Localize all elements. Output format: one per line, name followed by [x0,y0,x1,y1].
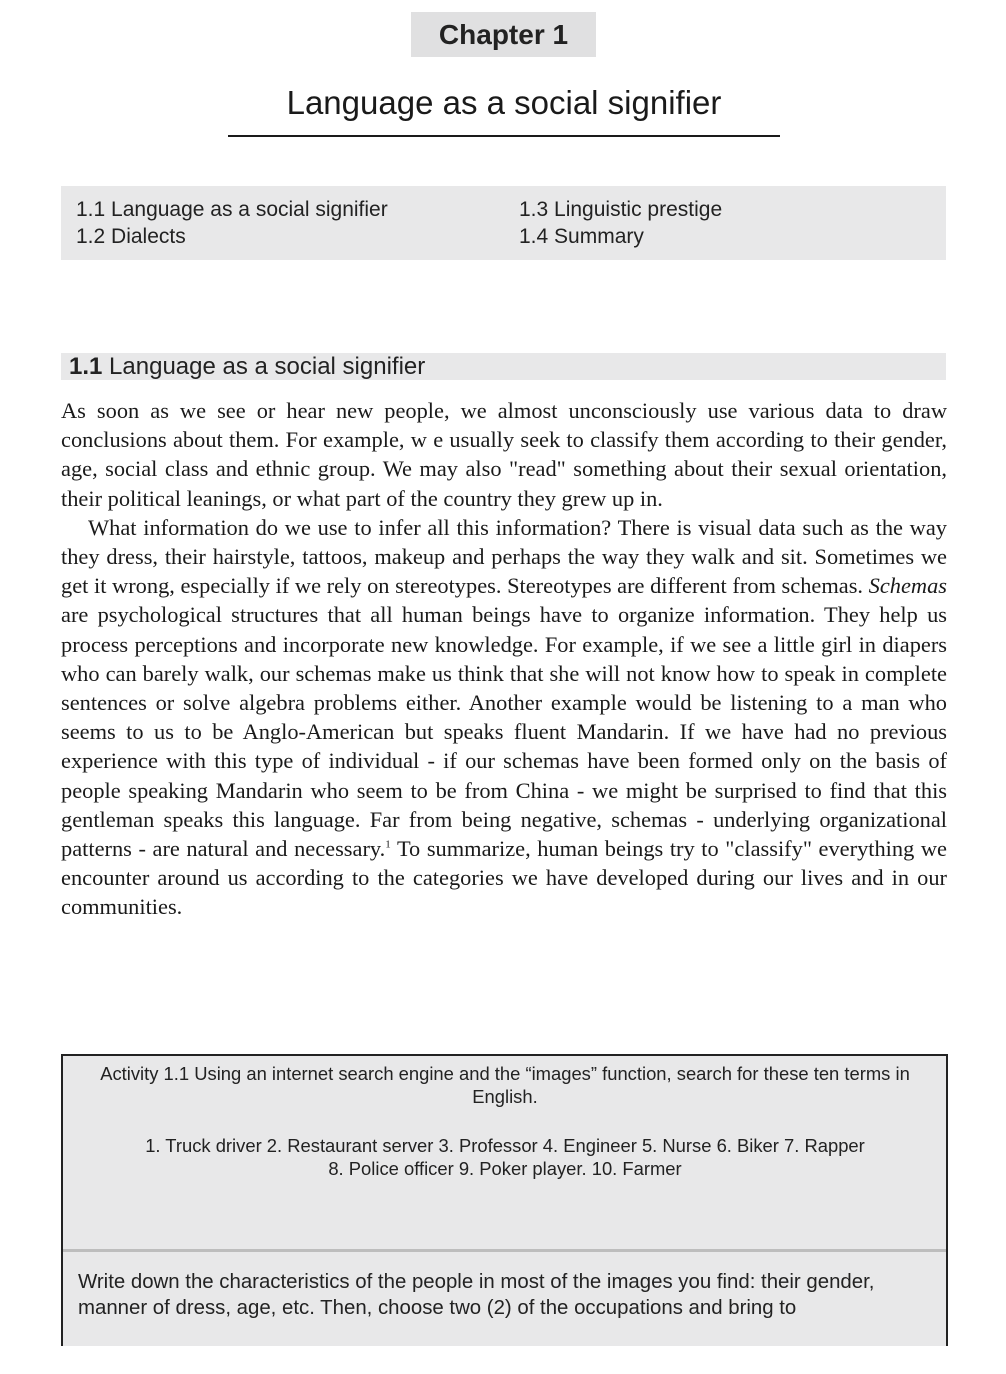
activity-box [61,1054,948,1346]
table-of-contents [61,186,946,260]
chapter-label-box [411,12,596,57]
toc-item-1-4[interactable]: 1.4 Summary [519,225,644,248]
toc-item-1-1[interactable]: 1.1 Language as a social signifier [76,198,388,221]
section-number: 1.1 [69,353,103,380]
toc-item-1-3[interactable]: 1.3 Linguistic prestige [519,198,723,221]
activity-intro: Activity 1.1 Using an internet search engine and the “images” function, search for these ten terms in English. [100,1063,910,1107]
body-text [61,396,947,922]
chapter-label: Chapter 1 [438,18,569,50]
activity-divider [63,1249,946,1252]
toc-item-1-2[interactable]: 1.2 Dialects [76,225,186,248]
paragraph-2-start: What information do we use to infer all this information? There is visual data such as the way they dress, their hairstyle, tattoos, makeup and perhaps the way they walk and sit. Sometimes we get it wrong, especially if we rely on stereotypes. Stereotypes are different from schemas. [61,514,947,599]
paragraph-1: As soon as we see or hear new people, we almost unconsciously use various data to draw conclusions about them. For example, w e usually seek to classify them according to their gender, age, social class and ethnic group. We may also "read" something about their sexual orientation, their political leanings, or what part of the country they grew up in. [61,398,947,511]
footnote-marker[interactable]: 1 [385,838,391,851]
section-title: Language as a social signifier [109,353,426,380]
activity-term-list [75,1134,935,1180]
activity-terms-line-2: 8. Police officer 9. Poker player. 10. Farmer [328,1158,682,1179]
title-underline [228,135,780,137]
activity-terms-line-1: 1. Truck driver 2. Restaurant server 3. Professor 4. Engineer 5. Nurse 6. Biker 7. Rapper [145,1135,865,1156]
section-heading [61,353,946,380]
schemas-term: Schemas [868,573,947,599]
chapter-title: Language as a social signifier [286,84,722,121]
activity-instructions: Write down the characteristics of the people in most of the images you find: their gender, manner of dress, age, etc. Then, choose two (2) of the occupations and bring to [78,1271,875,1319]
paragraph-2-end: To summarize, human beings try to "classify" everything we encounter around us according to the categories we have developed during our lives and in our communities. [61,836,947,920]
paragraph-2-middle: are psychological structures that all human beings have to organize information. They help us process perceptions and incorporate new knowledge. For example, if we see a little girl in diapers who can barely walk, our schemas make us think that she will not know how to speak in complete sentences or solve algebra problems either. Another example would be listening to a man who seems to us to be Anglo-American but speaks fluent Mandarin. If we have had no previous experience with this type of individual - if our schemas have been formed only on the basis of people speaking Mandarin who seem to be from China - we might be surprised to find that this gentleman speaks this language. Far from being negative, schemas - underlying organizational patterns - are natural and necessary. [61,602,947,862]
paragraph-2 [61,513,947,922]
